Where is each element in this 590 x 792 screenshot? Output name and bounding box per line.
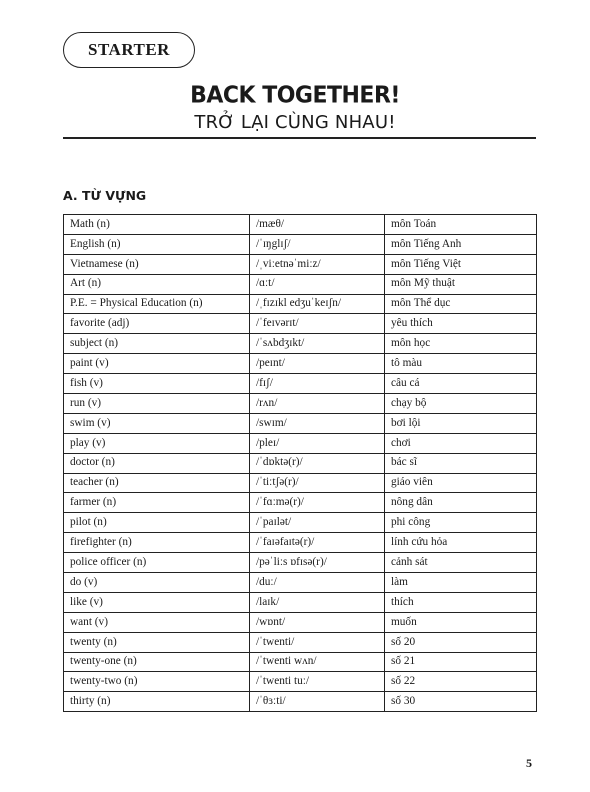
word-cell: twenty-one (n) [64, 652, 250, 672]
meaning-cell: tô màu [385, 354, 537, 374]
word-cell: thirty (n) [64, 692, 250, 712]
word-cell: Art (n) [64, 274, 250, 294]
pronunciation-cell: /wɒnt/ [250, 612, 385, 632]
meaning-cell: thích [385, 592, 537, 612]
pronunciation-cell: /mæθ/ [250, 215, 385, 235]
word-cell: swim (v) [64, 413, 250, 433]
pronunciation-cell: /ˈɪŋglɪʃ/ [250, 234, 385, 254]
word-cell: pilot (n) [64, 513, 250, 533]
word-cell: want (v) [64, 612, 250, 632]
meaning-cell: môn học [385, 334, 537, 354]
word-cell: twenty (n) [64, 632, 250, 652]
meaning-cell: lính cứu hỏa [385, 533, 537, 553]
table-row [64, 453, 537, 473]
word-cell: farmer (n) [64, 493, 250, 513]
word-cell: Vietnamese (n) [64, 254, 250, 274]
table-row [64, 573, 537, 593]
title-divider [63, 137, 536, 139]
meaning-cell: làm [385, 573, 537, 593]
table-row [64, 314, 537, 334]
word-cell: fish (v) [64, 374, 250, 394]
word-cell: run (v) [64, 394, 250, 414]
table-row [64, 592, 537, 612]
word-cell: like (v) [64, 592, 250, 612]
pronunciation-cell: /ˈtiːtʃə(r)/ [250, 473, 385, 493]
pronunciation-cell: /ˈfeɪvərɪt/ [250, 314, 385, 334]
meaning-cell: môn Tiếng Anh [385, 234, 537, 254]
word-cell: Math (n) [64, 215, 250, 235]
pronunciation-cell: /swɪm/ [250, 413, 385, 433]
word-cell: firefighter (n) [64, 533, 250, 553]
starter-badge: STARTER [63, 32, 195, 68]
table-row [64, 294, 537, 314]
section-heading: A. TỪ VỰNG [63, 188, 147, 203]
pronunciation-cell: /ˌviːetnəˈmiːz/ [250, 254, 385, 274]
meaning-cell: phi công [385, 513, 537, 533]
meaning-cell: số 22 [385, 672, 537, 692]
word-cell: police officer (n) [64, 553, 250, 573]
table-row [64, 553, 537, 573]
meaning-cell: cảnh sát [385, 553, 537, 573]
meaning-cell: bơi lội [385, 413, 537, 433]
meaning-cell: câu cá [385, 374, 537, 394]
word-cell: do (v) [64, 573, 250, 593]
pronunciation-cell: /peɪnt/ [250, 354, 385, 374]
pronunciation-cell: /duː/ [250, 573, 385, 593]
pronunciation-cell: /ˈtwenti/ [250, 632, 385, 652]
pronunciation-cell: /pleɪ/ [250, 433, 385, 453]
word-cell: favorite (adj) [64, 314, 250, 334]
pronunciation-cell: /ˈtwenti tuː/ [250, 672, 385, 692]
table-row [64, 354, 537, 374]
table-row [64, 374, 537, 394]
page-number: 5 [526, 756, 532, 770]
pronunciation-cell: /ˈtwenti wʌn/ [250, 652, 385, 672]
table-row [64, 473, 537, 493]
pronunciation-cell: /ˈθɜːti/ [250, 692, 385, 712]
table-row [64, 612, 537, 632]
table-row [64, 274, 537, 294]
table-row [64, 215, 537, 235]
page-subtitle: TRỞ LẠI CÙNG NHAU! [194, 112, 396, 133]
table-row [64, 394, 537, 414]
word-cell: teacher (n) [64, 473, 250, 493]
meaning-cell: chơi [385, 433, 537, 453]
meaning-cell: số 30 [385, 692, 537, 712]
pronunciation-cell: /laɪk/ [250, 592, 385, 612]
meaning-cell: môn Mỹ thuật [385, 274, 537, 294]
word-cell: twenty-two (n) [64, 672, 250, 692]
meaning-cell: môn Thể dục [385, 294, 537, 314]
table-row [64, 493, 537, 513]
table-row [64, 513, 537, 533]
table-row [64, 672, 537, 692]
meaning-cell: số 21 [385, 652, 537, 672]
table-row [64, 234, 537, 254]
meaning-cell: nông dân [385, 493, 537, 513]
table-row [64, 652, 537, 672]
vocabulary-table [63, 214, 537, 712]
pronunciation-cell: /pəˈliːs ɒfɪsə(r)/ [250, 553, 385, 573]
table-row [64, 533, 537, 553]
pronunciation-cell: /ˈpaɪlət/ [250, 513, 385, 533]
pronunciation-cell: /ɑːt/ [250, 274, 385, 294]
meaning-cell: muốn [385, 612, 537, 632]
pronunciation-cell: /fɪʃ/ [250, 374, 385, 394]
page-title: BACK TOGETHER! [190, 82, 400, 109]
meaning-cell: bác sĩ [385, 453, 537, 473]
word-cell: English (n) [64, 234, 250, 254]
table-row [64, 254, 537, 274]
pronunciation-cell: /ˈdɒktə(r)/ [250, 453, 385, 473]
table-row [64, 334, 537, 354]
table-row [64, 632, 537, 652]
pronunciation-cell: /ˈfaɪəfaɪtə(r)/ [250, 533, 385, 553]
meaning-cell: yêu thích [385, 314, 537, 334]
pronunciation-cell: /ˈfɑːmə(r)/ [250, 493, 385, 513]
word-cell: doctor (n) [64, 453, 250, 473]
meaning-cell: môn Toán [385, 215, 537, 235]
meaning-cell: môn Tiếng Việt [385, 254, 537, 274]
pronunciation-cell: /ˈsʌbdʒɪkt/ [250, 334, 385, 354]
meaning-cell: số 20 [385, 632, 537, 652]
pronunciation-cell: /ˌfɪzɪkl edʒuˈkeɪʃn/ [250, 294, 385, 314]
word-cell: play (v) [64, 433, 250, 453]
word-cell: subject (n) [64, 334, 250, 354]
word-cell: paint (v) [64, 354, 250, 374]
table-row [64, 692, 537, 712]
meaning-cell: chạy bộ [385, 394, 537, 414]
vocabulary-table-body [64, 215, 537, 712]
pronunciation-cell: /rʌn/ [250, 394, 385, 414]
word-cell: P.E. = Physical Education (n) [64, 294, 250, 314]
table-row [64, 413, 537, 433]
meaning-cell: giáo viên [385, 473, 537, 493]
table-row [64, 433, 537, 453]
